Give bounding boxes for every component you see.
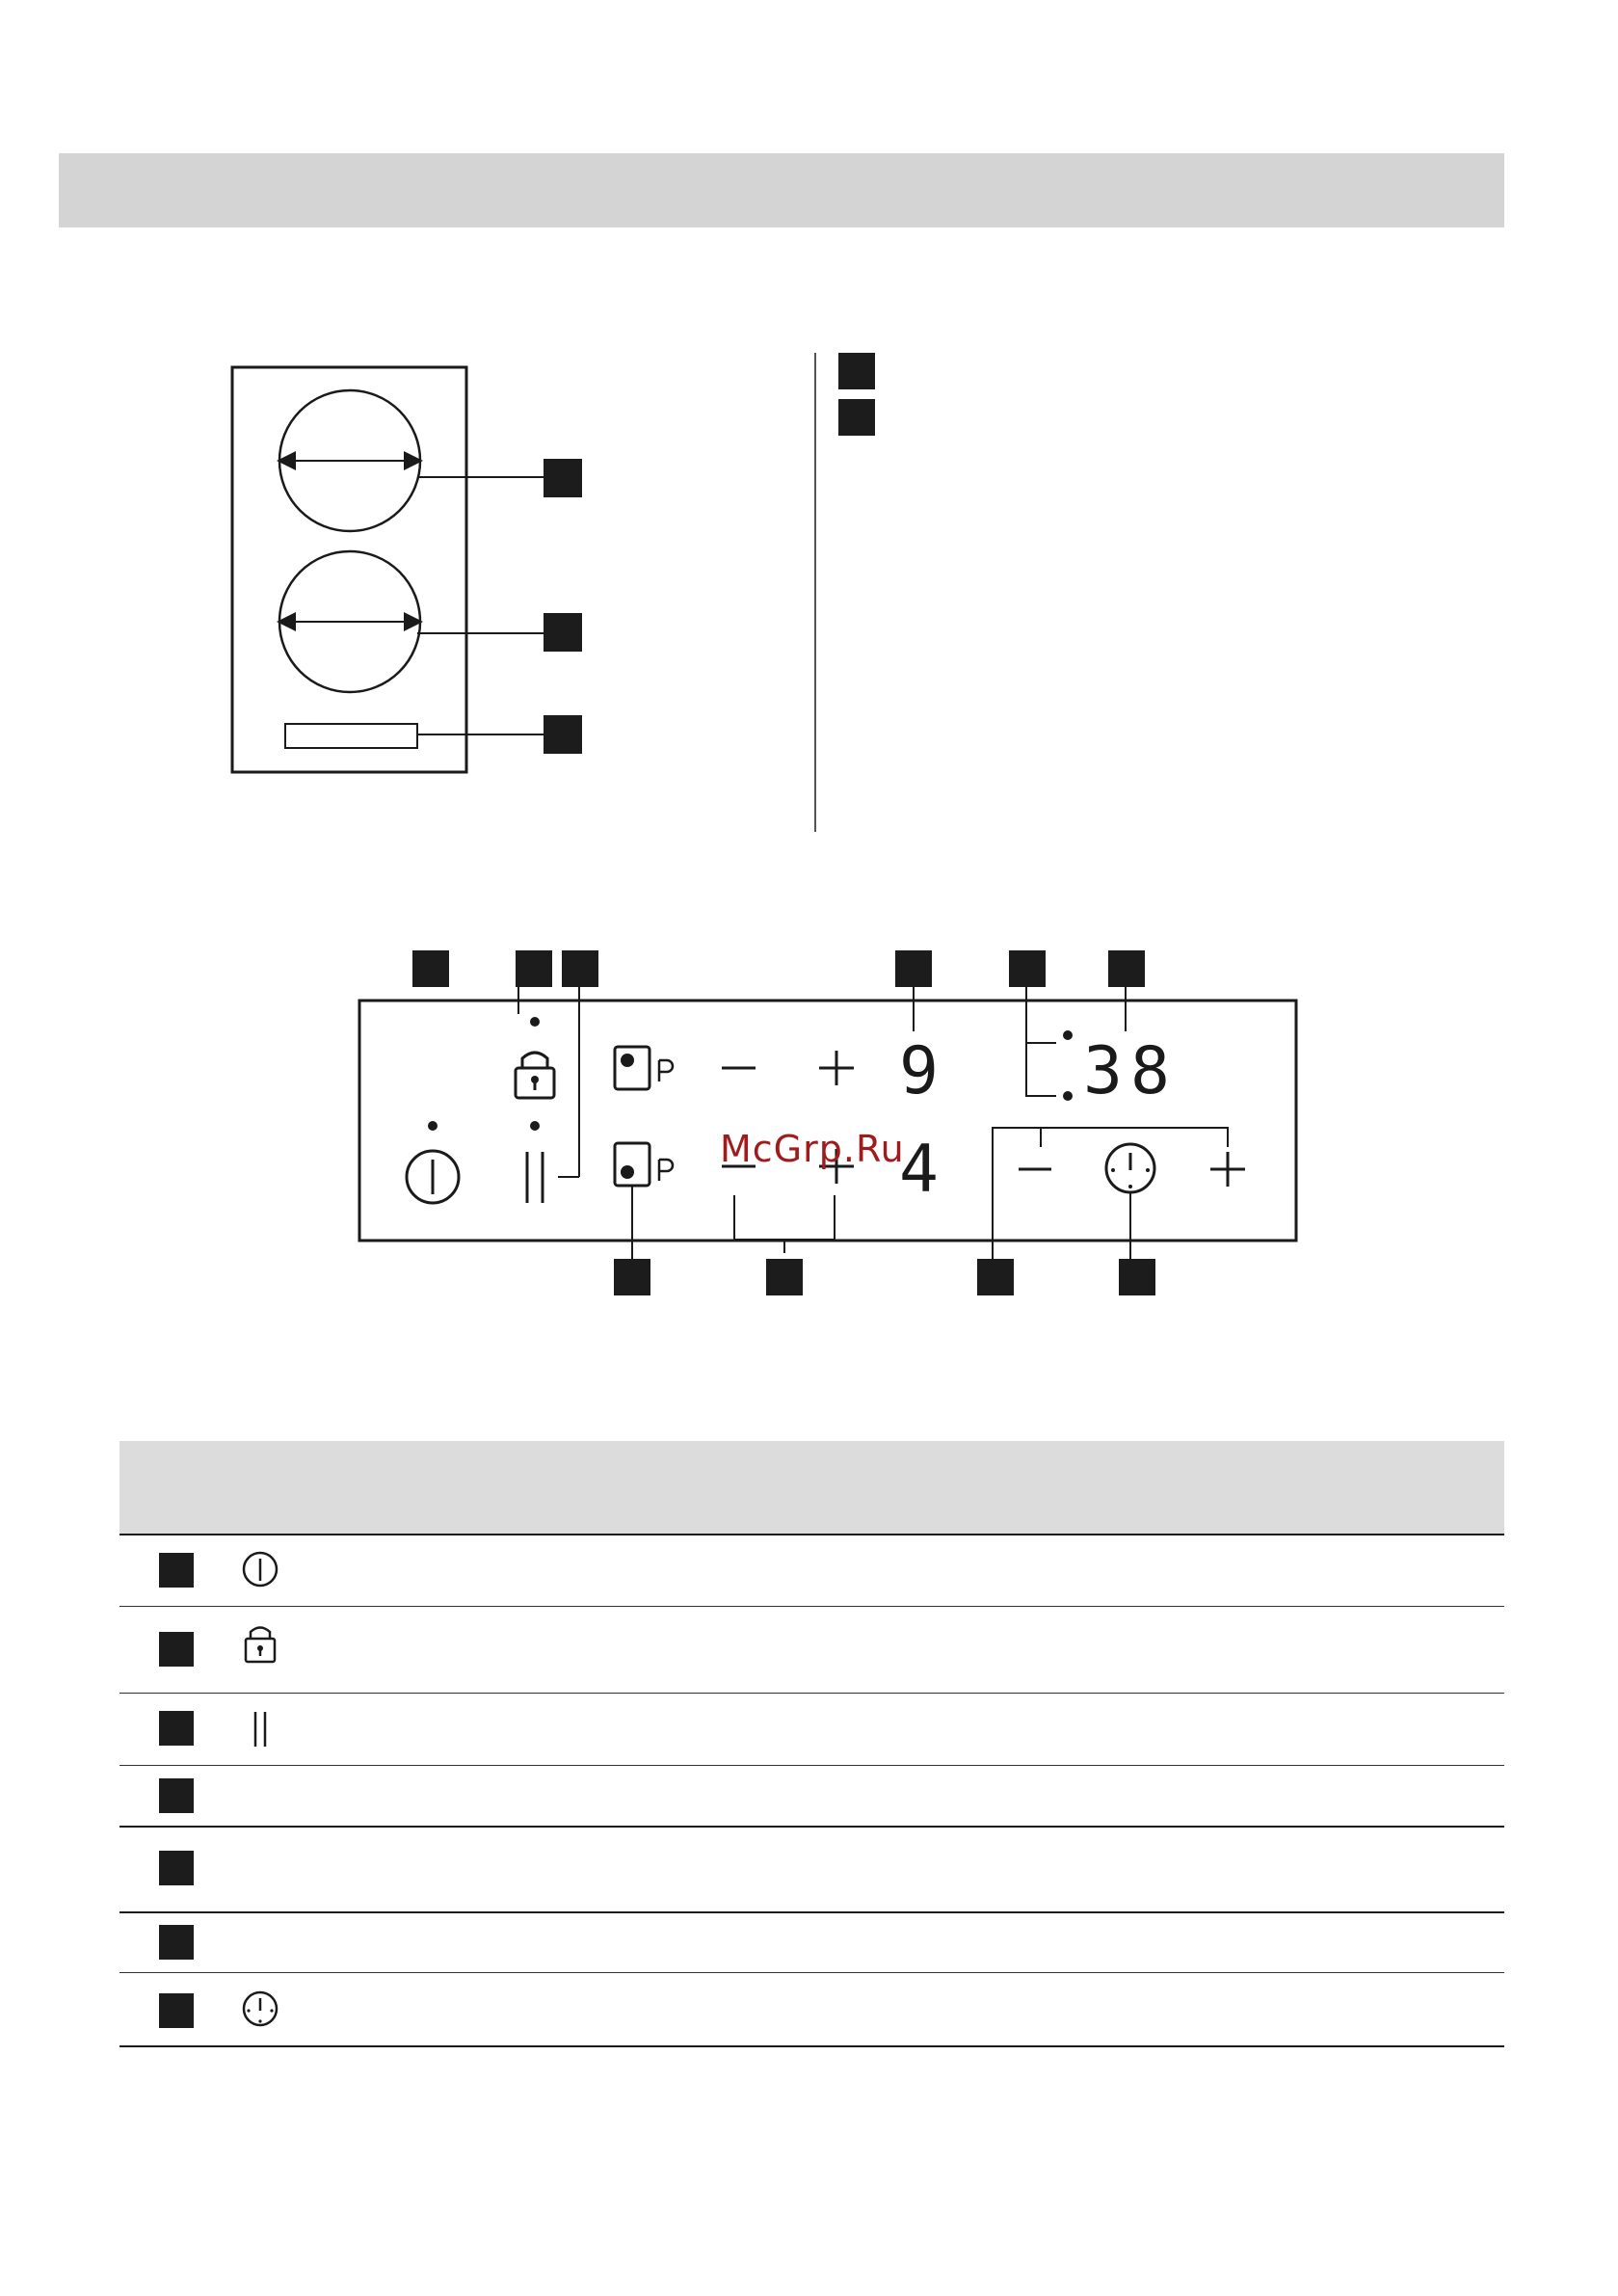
table-row-divider	[119, 1972, 1504, 1973]
callout-badge	[1108, 950, 1145, 987]
callout-badge	[977, 1259, 1014, 1295]
table-row-badge	[159, 1993, 194, 2028]
pause-icon	[527, 1152, 543, 1203]
table-row-divider	[119, 2045, 1504, 2047]
table-row-badge	[159, 1925, 194, 1960]
callout-badge	[544, 715, 582, 754]
table-row-badge	[159, 1851, 194, 1885]
function-table-header	[119, 1441, 1504, 1534]
table-row-divider	[119, 1534, 1504, 1535]
indicator-dot	[530, 1017, 540, 1027]
callout-badge	[544, 613, 582, 652]
legend-badge	[838, 353, 875, 389]
watermark: McGrp.Ru	[720, 1128, 905, 1170]
table-row-badge	[159, 1711, 194, 1746]
control-panel-strip	[285, 724, 417, 748]
timer-icon	[1106, 1144, 1154, 1192]
indicator-dot	[1063, 1091, 1073, 1101]
indicator-dot	[428, 1121, 438, 1131]
table-row-badge	[159, 1632, 194, 1667]
table-row-badge	[159, 1778, 194, 1813]
control-panel-diagram	[359, 987, 1296, 1259]
indicator-dot	[1063, 1030, 1073, 1040]
table-row-divider	[119, 1765, 1504, 1766]
zone-selector-top-icon	[615, 1047, 673, 1089]
zone-selector-bottom-icon	[615, 1143, 673, 1186]
lower-zone-level-display: 4	[899, 1132, 939, 1208]
callout-badge	[412, 950, 449, 987]
indicator-dot	[530, 1121, 540, 1131]
upper-zone-level-display: 9	[899, 1033, 939, 1109]
timer-display: 38	[1083, 1033, 1178, 1109]
cooking-surface-layout	[232, 367, 544, 772]
callout-badge	[766, 1259, 803, 1295]
callout-badge	[1009, 950, 1046, 987]
callout-badge	[895, 950, 932, 987]
table-row-badge	[159, 1553, 194, 1588]
table-row-divider	[119, 1693, 1504, 1694]
hob-outline	[232, 367, 466, 772]
callout-badge	[1119, 1259, 1155, 1295]
table-row-divider	[119, 1911, 1504, 1913]
timer-plus-icon	[1210, 1152, 1245, 1187]
lock-icon	[516, 1053, 554, 1098]
table-row-divider	[119, 1606, 1504, 1607]
callout-badge	[614, 1259, 650, 1295]
table-row-divider	[119, 1826, 1504, 1828]
callout-badge	[516, 950, 552, 987]
legend-badge	[838, 399, 875, 436]
plus-top-icon	[819, 1051, 854, 1085]
callout-badge	[562, 950, 598, 987]
callout-badge	[544, 459, 582, 497]
